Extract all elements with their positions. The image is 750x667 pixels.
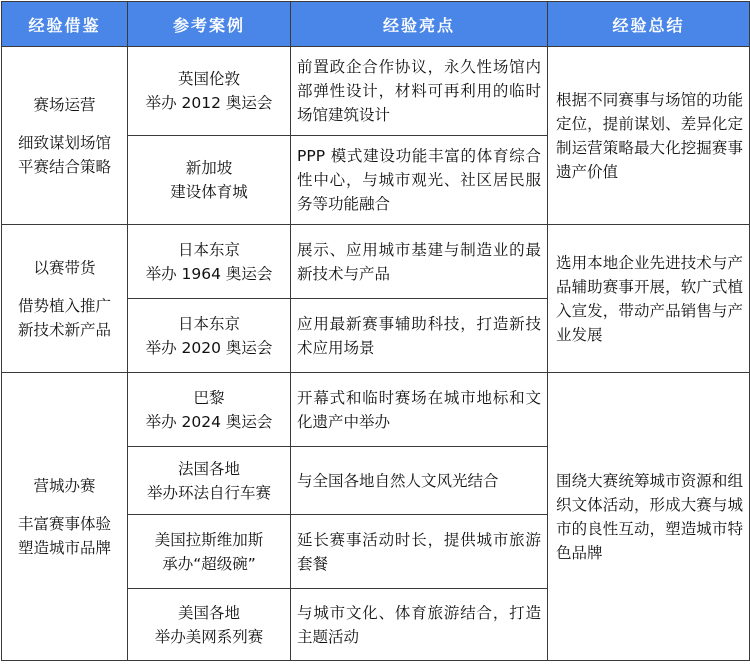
category-subtitle: 丰富赛事体验 <box>17 514 111 533</box>
case-place: 英国伦敦 <box>177 70 240 88</box>
category-name: 赛场运营 <box>33 95 96 114</box>
case-event: 举办美网系列赛 <box>154 627 264 646</box>
summary-cell: 选用本地企业先进技术与产品辅助赛事开展，软广式植入宣发，带动产品销售与产业发展 <box>548 225 750 373</box>
category-subtitle: 细致谋划场馆 <box>17 133 111 152</box>
case-cell <box>128 589 291 661</box>
case-event: 举办环法自行车赛 <box>146 483 271 502</box>
case-place: 美国拉斯维加斯 <box>154 530 264 549</box>
category-cell <box>2 47 128 225</box>
category-subtitle: 塑造城市品牌 <box>17 538 111 557</box>
table-row <box>2 225 750 299</box>
category-subtitle: 新技术新产品 <box>17 320 111 339</box>
case-place: 日本东京 <box>177 314 240 333</box>
table-row <box>2 373 750 447</box>
table-row <box>2 47 750 136</box>
case-place: 日本东京 <box>177 240 240 259</box>
case-event: 承办“超级碗” <box>162 554 256 573</box>
case-place: 巴黎 <box>193 388 225 407</box>
category-cell <box>2 373 128 661</box>
case-cell <box>128 447 291 515</box>
category-cell <box>2 225 128 373</box>
header-highlight: 经验亮点 <box>291 2 548 47</box>
case-event: 举办 2020 奥运会 <box>145 338 273 357</box>
experience-table <box>1 1 750 661</box>
case-cell <box>128 373 291 447</box>
highlight-cell: 延长赛事活动时长，提供城市旅游套餐 <box>291 515 548 589</box>
category-subtitle: 借势植入推广 <box>17 296 111 315</box>
case-cell <box>128 136 291 225</box>
highlight-cell: 应用最新赛事辅助科技，打造新技术应用场景 <box>291 299 548 373</box>
highlight-cell: PPP 模式建设功能丰富的体育综合性中心，与城市观光、社区居民服务等功能融合 <box>291 136 548 225</box>
case-place: 新加坡 <box>185 159 233 177</box>
case-cell <box>128 47 291 136</box>
case-event: 举办 2024 奥运会 <box>145 412 273 431</box>
header-case: 参考案例 <box>128 2 291 47</box>
header-experience: 经验借鉴 <box>2 2 128 47</box>
header-summary: 经验总结 <box>548 2 750 47</box>
category-name: 营城办赛 <box>33 476 96 495</box>
category-subtitle: 平赛结合策略 <box>17 157 111 176</box>
table-header-row <box>2 2 750 47</box>
case-cell <box>128 299 291 373</box>
highlight-cell: 与全国各地自然人文风光结合 <box>291 447 548 515</box>
case-place: 法国各地 <box>177 459 240 478</box>
summary-cell: 根据不同赛事与场馆的功能定位，提前谋划、差异化定制运营策略最大化挖掘赛事遗产价值 <box>548 47 750 225</box>
highlight-cell: 与城市文化、体育旅游结合，打造主题活动 <box>291 589 548 661</box>
case-cell <box>128 515 291 589</box>
highlight-cell: 开幕式和临时赛场在城市地标和文化遗产中举办 <box>291 373 548 447</box>
case-event: 举办 2012 奥运会 <box>145 94 273 112</box>
case-event: 建设体育城 <box>170 183 248 201</box>
highlight-cell: 前置政企合作协议，永久性场馆内部弹性设计，材料可再利用的临时场馆建筑设计 <box>291 47 548 136</box>
case-cell <box>128 225 291 299</box>
case-event: 举办 1964 奥运会 <box>145 264 273 283</box>
category-name: 以赛带货 <box>33 258 96 277</box>
highlight-cell: 展示、应用城市基建与制造业的最新技术与产品 <box>291 225 548 299</box>
summary-cell: 围绕大赛统筹城市资源和组织文体活动，形成大赛与城市的良性互动，塑造城市特色品牌 <box>548 373 750 661</box>
case-place: 美国各地 <box>177 603 240 622</box>
